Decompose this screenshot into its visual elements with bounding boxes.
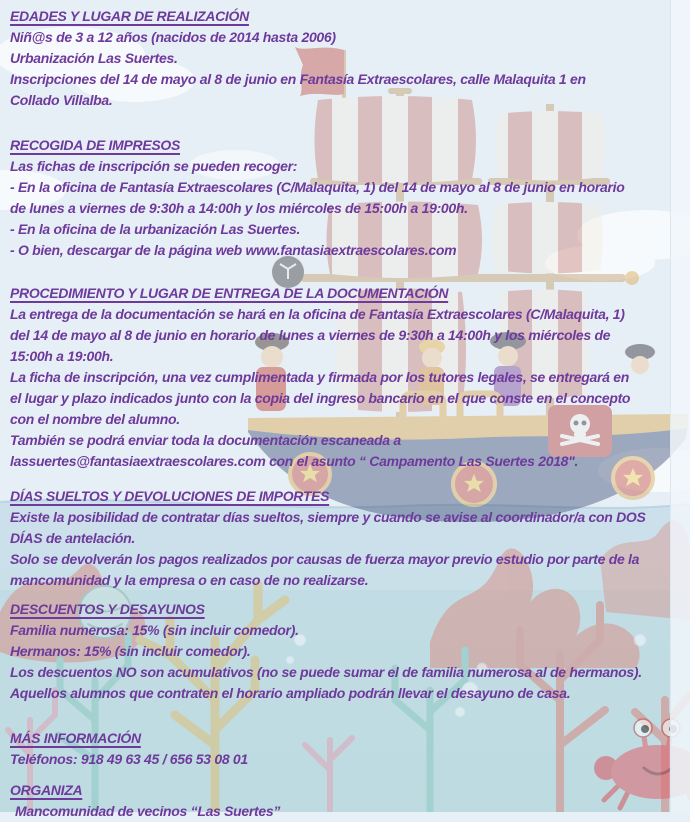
section-dias-sueltos: [10, 486, 686, 591]
text-line-telefonos: Teléfonos: 918 49 63 45 / 656 53 08 01: [10, 751, 248, 767]
text-line: Familia numerosa: 15% (sin incluir comedor).: [10, 622, 299, 638]
text-line: del 14 de mayo al 8 de junio en horario de lunes a viernes de 9:30h a 14:00h y los miércoles de: [10, 327, 611, 343]
section-edades: [10, 6, 686, 111]
text-line: La ficha de inscripción, una vez cumplimentada y firmada por los tutores legales, se entregará en: [10, 369, 629, 385]
section-heading-edades: EDADES Y LUGAR DE REALIZACIÓN: [10, 8, 249, 24]
flyer-content: [10, 6, 686, 822]
text-line: Existe la posibilidad de contratar días sueltos, siempre y cuando se avise al coordinador/a con DOS: [10, 509, 646, 525]
section-mas-informacion: [10, 728, 686, 770]
section-recogida: [10, 135, 686, 261]
text-line: Hermanos: 15% (sin incluir comedor).: [10, 643, 251, 659]
text-line: Aquellos alumnos que contraten el horario ampliado podrán llevar el desayuno de casa.: [10, 685, 571, 701]
section-procedimiento: [10, 283, 686, 472]
section-descuentos: [10, 599, 686, 704]
text-line: - O bien, descargar de la página web www.fantasiaextraescolares.com: [10, 242, 457, 258]
text-line: - En la oficina de la urbanización Las Suertes.: [10, 221, 301, 237]
text-line: mancomunidad y la empresa o en caso de no realizarse.: [10, 572, 369, 588]
text-line: Los descuentos NO son acumulativos (no se puede sumar el de familia numerosa al de hermanos).: [10, 664, 642, 680]
text-line-email: lassuertes@fantasiaextraescolares.com con el asunto “ Campamento Las Suertes 2018".: [10, 453, 579, 469]
section-heading-mas-informacion: MÁS INFORMACIÓN: [10, 730, 141, 746]
text-line: de lunes a viernes de 9:30h a 14:00h y los miércoles de 15:00h a 19:00h.: [10, 200, 468, 216]
text-line: con el nombre del alumno.: [10, 411, 180, 427]
text-line: También se podrá enviar toda la documentación escaneada a: [10, 432, 401, 448]
text-line: 15:00h a 19:00h.: [10, 348, 114, 364]
text-line: Niñ@s de 3 a 12 años (nacidos de 2014 hasta 2006): [10, 29, 336, 45]
section-heading-recogida: RECOGIDA DE IMPRESOS: [10, 137, 181, 153]
text-line: Mancomunidad de vecinos “Las Suertes”: [15, 803, 281, 819]
section-heading-organiza: ORGANIZA: [10, 782, 83, 798]
section-heading-dias-sueltos: DÍAS SUELTOS Y DEVOLUCIONES DE IMPORTES: [10, 488, 330, 504]
text-line: Solo se devolverán los pagos realizados por causas de fuerza mayor previo estudio por parte de la: [10, 551, 640, 567]
text-line: el lugar y plazo indicados junto con la copia del ingreso bancario en el que conste en el concepto: [10, 390, 631, 406]
text-line: Urbanización Las Suertes.: [10, 50, 178, 66]
text-line: Las fichas de inscripción se pueden recoger:: [10, 158, 298, 174]
text-line: La entrega de la documentación se hará en la oficina de Fantasía Extraescolares (C/Malaquita, 1): [10, 306, 625, 322]
section-organiza: [10, 780, 686, 822]
text-line: - En la oficina de Fantasía Extraescolares (C/Malaquita, 1) del 14 de mayo al 8 de junio en horario: [10, 179, 625, 195]
text-line: Collado Villalba.: [10, 92, 113, 108]
section-heading-descuentos: DESCUENTOS Y DESAYUNOS: [10, 601, 205, 617]
text-line: DÍAS de antelación.: [10, 530, 135, 546]
text-line: Inscripciones del 14 de mayo al 8 de junio en Fantasía Extraescolares, calle Malaquita 1 en: [10, 71, 586, 87]
section-heading-procedimiento: PROCEDIMIENTO Y LUGAR DE ENTREGA DE LA DOCUMENTACIÓN: [10, 285, 449, 301]
